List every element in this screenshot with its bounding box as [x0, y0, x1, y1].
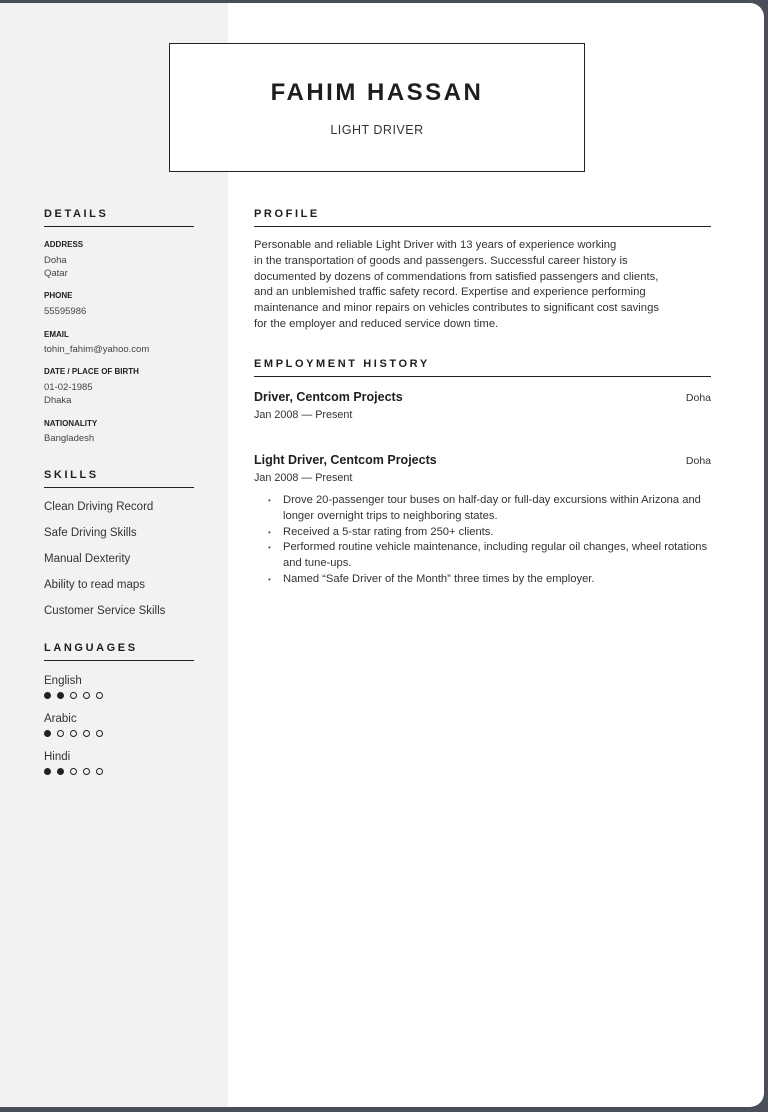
language-name: English	[44, 675, 82, 687]
language-level-dots	[44, 768, 103, 775]
email-label: EMAIL	[44, 330, 69, 339]
profile-summary	[254, 238, 714, 333]
job-bullet: • Received a 5-star rating from 250+ clients.	[268, 525, 718, 541]
language-level-dots	[44, 692, 103, 699]
language-level-dots	[44, 730, 103, 737]
level-dot-empty	[70, 692, 77, 699]
birth-date: 01-02-1985	[44, 382, 93, 393]
job-entry-dates: Jan 2008 — Present	[254, 409, 353, 421]
job-bullet: • Performed routine vehicle maintenance, including regular oil changes, wheel rotations and tune-ups.	[268, 540, 718, 572]
level-dot-empty	[96, 768, 103, 775]
nationality-value: Bangladesh	[44, 433, 95, 444]
name-header-box	[169, 43, 585, 172]
details-heading: DETAILS	[44, 208, 194, 227]
level-dot-empty	[96, 730, 103, 737]
level-dot-empty	[70, 730, 77, 737]
level-dot-empty	[83, 768, 90, 775]
profile-line: in the transportation of goods and passengers. Successful career history is	[254, 254, 628, 267]
job-bullet: • Named “Safe Driver of the Month” three times by the employer.	[268, 572, 718, 588]
level-dot-filled	[57, 692, 64, 699]
level-dot-filled	[57, 768, 64, 775]
skill-item: Manual Dexterity	[44, 553, 131, 565]
nationality-label: NATIONALITY	[44, 419, 98, 428]
address-line1: Doha	[44, 255, 67, 266]
profile-line: documented by dozens of commendations from satisfied passengers and clients,	[254, 270, 659, 283]
phone-value: 55595986	[44, 306, 87, 317]
address-label: ADDRESS	[44, 240, 84, 249]
skill-item: Safe Driving Skills	[44, 527, 137, 539]
skills-heading: SKILLS	[44, 469, 194, 488]
level-dot-filled	[44, 692, 51, 699]
skill-item: Ability to read maps	[44, 579, 145, 591]
level-dot-empty	[57, 730, 64, 737]
employment-heading: EMPLOYMENT HISTORY	[254, 358, 711, 377]
level-dot-empty	[96, 692, 103, 699]
job-bullets	[268, 493, 718, 588]
profile-line: and an unblemished traffic safety record. Expertise and experience performing	[254, 286, 646, 299]
phone-label: PHONE	[44, 291, 73, 300]
job-entry-location: Doha	[685, 455, 711, 467]
resume-page	[0, 3, 764, 1107]
skill-item: Clean Driving Record	[44, 501, 154, 513]
birth-label: DATE / PLACE OF BIRTH	[44, 367, 139, 376]
profile-line: for the employer and reduced service down time.	[254, 317, 499, 330]
job-entry-title: Driver, Centcom Projects	[254, 390, 403, 404]
language-name: Arabic	[44, 713, 77, 725]
job-bullet: • Drove 20-passenger tour buses on half-day or full-day excursions within Arizona and longer overnight trips to neighboring states.	[268, 493, 718, 525]
profile-line: maintenance and minor repairs on vehicles contributes to significant cost savings	[254, 302, 660, 315]
level-dot-filled	[44, 768, 51, 775]
level-dot-filled	[44, 730, 51, 737]
job-entry-location: Doha	[685, 392, 711, 404]
language-name: Hindi	[44, 751, 71, 763]
job-entry-dates: Jan 2008 — Present	[254, 472, 353, 484]
job-entry-title: Light Driver, Centcom Projects	[254, 453, 437, 467]
address-line2: Qatar	[44, 268, 68, 279]
languages-heading: LANGUAGES	[44, 642, 194, 661]
job-title-header: LIGHT DRIVER	[330, 123, 424, 137]
birth-place: Dhaka	[44, 395, 72, 406]
skill-item: Customer Service Skills	[44, 605, 166, 617]
level-dot-empty	[83, 730, 90, 737]
level-dot-empty	[83, 692, 90, 699]
profile-heading: PROFILE	[254, 208, 711, 227]
candidate-name: FAHIM HASSAN	[270, 79, 484, 106]
level-dot-empty	[70, 768, 77, 775]
profile-line: Personable and reliable Light Driver with 13 years of experience working	[254, 239, 617, 251]
email-value[interactable]: tohin_fahim@yahoo.com	[44, 344, 150, 355]
